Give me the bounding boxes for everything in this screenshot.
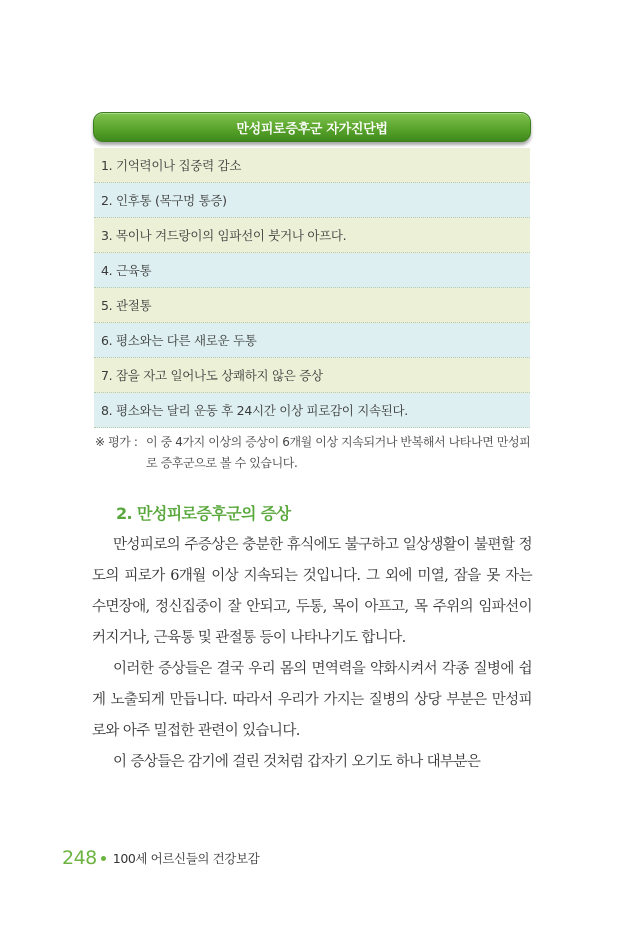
checklist-item: 7. 잠을 자고 일어나도 상쾌하지 않은 증상: [94, 358, 530, 393]
self-diagnosis-checklist: [93, 112, 531, 428]
checklist-item: 2. 인후통 (목구멍 통증): [94, 183, 530, 218]
checklist-item: 3. 목이나 겨드랑이의 임파선이 붓거나 아프다.: [94, 218, 530, 253]
page-footer: [62, 847, 259, 869]
evaluation-note: [95, 432, 535, 474]
checklist-item: 8. 평소와는 달리 운동 후 24시간 이상 피로감이 지속된다.: [94, 393, 530, 428]
note-label: ※ 평가 :: [95, 435, 138, 449]
page-number: 248: [62, 847, 97, 869]
checklist-item: 6. 평소와는 다른 새로운 두통: [94, 323, 530, 358]
checklist-item: 1. 기억력이나 집중력 감소: [94, 148, 530, 183]
body-paragraph: 만성피로의 주증상은 충분한 휴식에도 불구하고 일상생활이 불편할 정도의 피로가 6개월 이상 지속되는 것입니다. 그 외에 미열, 잠을 못 자는 수면장애, 정신집중이 잘 안되고, 두통, 목이 아프고, 목 주위의 임파선이 커지거나, 근육통 및 관절통 등이 나타나기도 합니다.: [92, 537, 532, 646]
running-title: 100세 어르신들의 건강보감: [112, 851, 260, 866]
body-text: [92, 530, 532, 778]
checklist-title: 만성피로증후군 자가진단법: [93, 112, 531, 142]
body-paragraph: 이 증상들은 감기에 걸린 것처럼 갑자기 오기도 하나 대부분은: [113, 754, 481, 770]
checklist-item: 5. 관절통: [94, 288, 530, 323]
checklist-item: 4. 근육통: [94, 253, 530, 288]
checklist-items: [93, 148, 531, 428]
body-paragraph: 이러한 증상들은 결국 우리 몸의 면역력을 약화시켜서 각종 질병에 쉽게 노출되게 만듭니다. 따라서 우리가 가지는 질병의 상당 부분은 만성피로와 아주 밀접한 관련이 있습니다.: [92, 661, 532, 739]
bullet-dot-icon: [101, 856, 106, 861]
section-heading: 2. 만성피로증후군의 증상: [116, 504, 291, 523]
note-text: 이 중 4가지 이상의 증상이 6개월 이상 지속되거나 반복해서 나타나면 만성피로 증후군으로 볼 수 있습니다.: [146, 435, 531, 470]
